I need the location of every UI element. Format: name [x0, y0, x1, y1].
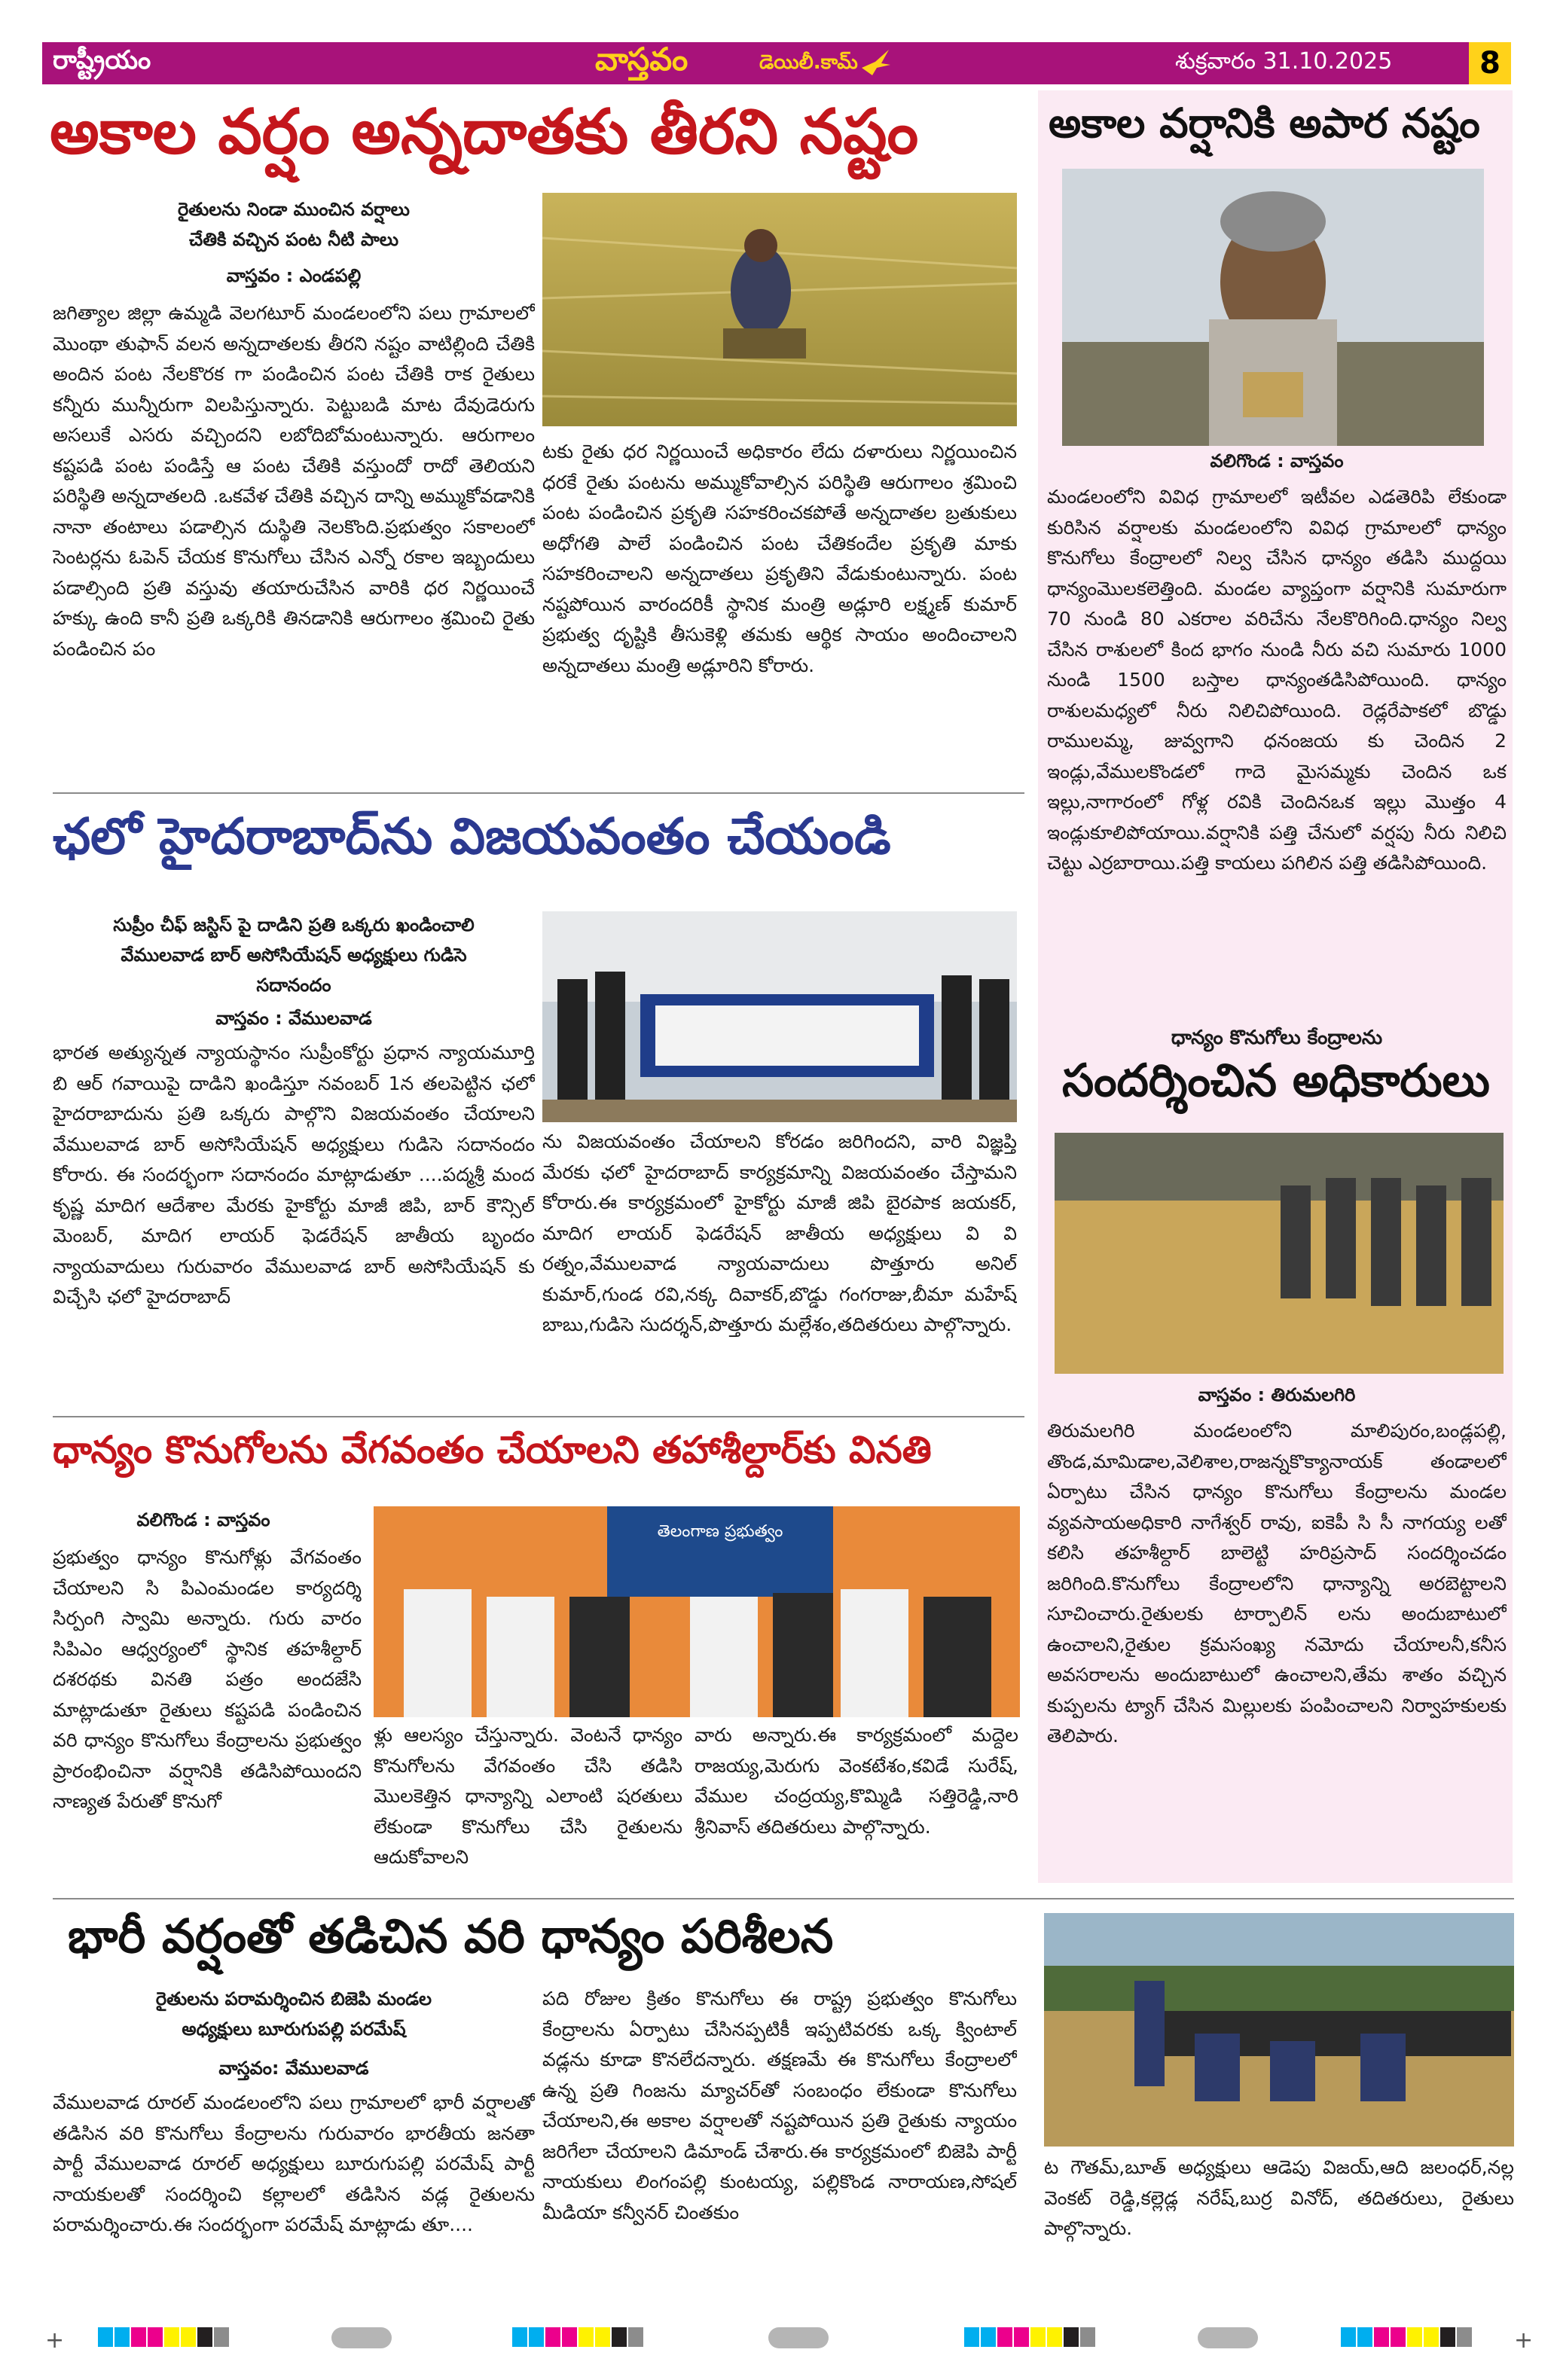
article4-kicker-line: అధ్యక్షులు బూరుగుపల్లి పరమేష్ [182, 2018, 406, 2040]
sidebar-article2-kicker: ధాన్యం కొనుగోలు కేంద్రాలను [1171, 1027, 1383, 1049]
article2-kicker-line: సదానందం [256, 975, 331, 996]
article1-body-col1: జగిత్యాల జిల్లా ఉమ్మడి వెలగటూర్ మండలంలోని పలు గ్రామాలలో మొంథా తుఫాన్ వలన అన్నదాతలకు తీరని నష్టం వాటిల్లింది చేతికి అందిన పంట నేలకొరక గా పండించిన పంట చేతికి రాక రైతులు కన్నీరు మున్నీరుగా విలపిస్తున్నారు. పెట్టుబడి మాట దేవుడెరుగు అసలుకే ఎసరు వచ్చిందని లబోదిబోమంటున్నారు. ఆరుగాలం కష్టపడి పంట పండిస్తే ఆ పంట చేతికి వస్తుందో రాదో తెలియని పరిస్థితి అన్నదాతలది .ఒకవేళ చేతికి వచ్చిన దాన్ని అమ్ముకోవడానికి నానా తంటాలు పడాల్సిన దుస్థితి నెలకొంది.ప్రభుత్వం సకాలంలో సెంటర్లను ఓపెన్ చేయక కొనుగోలు చేసిన ఎన్నో రకాల ఇబ్బందులు పడాల్సింది ప్రతి వస్తువు తయారుచేసిన వారికి ధర నిర్ణయించే హక్కు ఉంది కానీ ప్రతి ఒక్కరికి తినడానికి ఆరుగాలం శ్రమించి రైతు పండించిన పం [53, 302, 535, 660]
color-bar-pill [1198, 2327, 1258, 2348]
section-label: రాష్ట్రీయం [53, 45, 151, 75]
article3-photo-memorandum-handover [374, 1506, 1020, 1717]
color-bar [964, 2327, 1107, 2347]
article4-body-col2: పది రోజుల క్రితం కొనుగోలు ఈ రాష్ట్ర ప్రభుత్వం కొనుగోలు కేంద్రాలను ఏర్పాటు చేసినప్పటికీ ఇప్పటివరకు ఒక్క క్వింటాల్ వడ్లను కూడా కొనలేదన్నారు. తక్షణమే ఈ కొనుగోలు కేంద్రాలలో ఉన్న ప్రతి గింజను మ్యాచర్‌తో సంబంధం లేకుండా కొనుగోలు చేయాలని,ఈ అకాల వర్షాలతో నష్టపోయిన ప్రతి రైతుకు న్యాయం జరిగేలా చేయాలని డిమాండ్ చేశారు.ఈ కార్యక్రమంలో బిజెపి పార్టీ నాయకులు లింగంపల్లి కుంటయ్య, పల్లికొండ నారాయణ,సోషల్ మీడియా కన్వీనర్ చింతకుం [542, 1988, 1017, 2223]
article3-body-col3: వారు అన్నారు.ఈ కార్యక్రమంలో మద్దెల రాజయ్య,మెరుగు వెంకటేశం,కవిడే సురేష్, వేముల చంద్రయ్య,కొమ్మిడి సత్తిరెడ్డి,నారి శ్రీనివాస్ తదితరులు పాల్గొన్నారు. [695, 1724, 1018, 1838]
article4-body-col3: ట గౌతమ్,బూత్ అధ్యక్షులు ఆడెపు విజయ్,ఆది జలంధర్,నల్ల వెంకట్ రెడ్డి,కల్లెడ్ల నరేష్,బుర్ర వినోద్, తదితరులు, రైతులు పాల్గొన్నారు. [1044, 2156, 1514, 2239]
article3-headline: ధాన్యం కొనుగోలను వేగవంతం చేయాలని తహాశీల్దార్‌కు వినతి [53, 1428, 932, 1472]
article2-body-col2: ను విజయవంతం చేయాలని కోరడం జరిగిందని, వారి విజ్ఞప్తి మేరకు ఛలో హైదరాబాద్ కార్యక్రమాన్ని విజయవంతం చేస్తామని కోరారు.ఈ కార్యక్రమంలో హైకోర్టు మాజీ జిపి బైరపాక జయకర్, మాదిగ లాయర్ ఫెడరేషన్ జాతీయ అధ్యక్షులు వి వి రత్నం,వేములవాడ న్యాయవాదులు పొత్తూరు అనిల్ కుమార్,గుండ రవి,నక్క దివాకర్,బొడ్డు గంగరాజు,బీమా మహేష్ బాబు,గుడిసె సుదర్శన్,పొత్తూరు మల్లేశం,తదితరులు పాల్గొన్నారు. [542, 1130, 1017, 1335]
color-bar [1341, 2327, 1484, 2347]
article4-headline: భారీ వర్షంతో తడిచిన వరి ధాన్యం పరిశీలన [68, 1909, 834, 1964]
article3-dateline: వలిగొండ : వాస్తవం [136, 1509, 270, 1530]
article1-kicker-line: రైతులను నిండా ముంచిన వర్షాలు [178, 199, 410, 220]
color-bar-pill [768, 2327, 829, 2348]
article2-kicker [53, 910, 535, 1000]
article1-dateline: వాస్తవం : ఎండపల్లి [226, 265, 362, 286]
article4-dateline: వాస్తవం: వేములవాడ [218, 2058, 369, 2079]
color-bar-pill [331, 2327, 392, 2348]
registration-mark: + [1514, 2327, 1534, 2354]
sidebar-article1-dateline: వలిగొండ : వాస్తవం [1210, 450, 1344, 471]
article4-kicker-line: రైతులను పరామర్శించిన బిజెపి మండల [155, 1988, 432, 2009]
article1-body-col2: టకు రైతు ధర నిర్ణయించే అధికారం లేదు దళారులు నిర్ణయించిన ధరకే రైతు పంటను అమ్ముకోవాల్సిన పరిస్థితి ఆరుగాలం శ్రమించి పంట పండించిన ప్రకృతి సహకరించకపోతే అన్నదాతల బ్రతుకులు అధోగతి పాలే పండించిన పంట చేతికందేల ప్రకృతి మాకు సహకరించాలని అన్నదాతలు ప్రకృతిని వేడుకుంటున్నారు. పంట నష్టపోయిన వారందరికీ స్థానిక మంత్రి అడ్లూరి లక్ష్మణ్ కుమార్ ప్రభుత్వ దృష్టికి తీసుకెళ్లి తమకు ఆర్థిక సాయం అందించాలని అన్నదాతలు మంత్రి అడ్లూరిని కోరారు. [542, 441, 1017, 676]
sidebar-article2-body: తిరుమలగిరి మండలంలోని మాలిపురం,బండ్లపల్లి, తొండ,మామిడాల,వెలిశాల,రాజన్నకొక్యానాయక్ తండాలలో ఏర్పాటు చేసిన ధాన్యం కొనుగోలు కేంద్రాలను మండల వ్యవసాయఅధికారి నాగేశ్వర్ రావు, ఐకెపీ సి సీ నాగయ్య లతో కలిసి తహశీల్దార్ బాలెట్టి హరిప్రసాద్ సందర్శించడం జరిగింది.కొనుగోలు కేంద్రాలలోని ధాన్యాన్ని అరబెట్టాలని సూచించారు.రైతులకు టార్పాలిన్ లను అందుబాటులో ఉంచాలని,రైతుల క్రమసంఖ్య నమోదు చేయాలనీ,కనీస అవసరాలను అందుబాటులో ఉంచాలని,తేమ శాతం వచ్చిన కుప్పలను ట్యాగ్ చేసిన మిల్లులకు పంపించాలని నిర్వాహకులకు తెలిపారు. [1047, 1420, 1507, 1747]
article2-kicker-line: వేములవాడ బార్ అసోసియేషన్ అధ్యక్షులు గుడిసె [121, 944, 467, 966]
article2-dateline: వాస్తవం : వేములవాడ [215, 1008, 372, 1029]
color-bar [98, 2327, 241, 2347]
article2-headline: ఛలో హైదరాబాద్‌ను విజయవంతం చేయండి [53, 807, 891, 865]
article3-body-col2: ళ్లు ఆలస్యం చేస్తున్నారు. వెంటనే ధాన్యం కొనుగోలను వేగవంతం చేసి తడిసి మొలకెత్తిన ధాన్యాన్ని ఎలాంటి షరతులు లేకుండా కొనుగోలు చేసి రైతులను ఆదుకోవాలని [374, 1724, 682, 1868]
sidebar-article2-dateline: వాస్తవం : తిరుమలగిరి [1198, 1384, 1356, 1405]
article1-photo-farmer-in-paddy [542, 193, 1017, 426]
masthead-logo-sub: డెయిలీ.కామ్ [759, 51, 858, 74]
sidebar-article1-headline: అకాల వర్షానికి అపార నష్టం [1049, 99, 1480, 147]
page-number: 8 [1469, 42, 1511, 84]
article4-kicker [53, 1984, 535, 2044]
sidebar-photo-officials-at-grain-heap [1055, 1133, 1504, 1374]
article1-kicker [53, 194, 535, 255]
color-bar [512, 2327, 655, 2347]
article1-headline: అకాల వర్షం అన్నదాతకు తీరని నష్టం [50, 96, 919, 168]
article2-kicker-line: సుప్రీం చీఫ్ జస్టిస్ పై దాడిని ప్రతి ఒక్కరు ఖండించాలి [113, 914, 475, 935]
article4-photo-inspecting-wet-paddy [1044, 1913, 1514, 2147]
divider [53, 1898, 1514, 1899]
registration-mark: + [45, 2327, 65, 2354]
sidebar-article1-body: మండలంలోని వివిధ గ్రామాలలో ఇటీవల ఎడతెరిపి లేకుండా కురిసిన వర్షాలకు మండలంలోని వివిధ గ్రామాలలో ధాన్యం కొనుగోలు కేంద్రాలలో నిల్వ చేసిన ధాన్యం తడిసి ముద్దయి ధాన్యంమొలకలెత్తింది. మండల వ్యాప్తంగా వర్షానికి సుమారుగా 70 నుండి 80 ఎకరాల వరిచేను నేలకొరిగింది.ధాన్యం నిల్వ చేసిన రాశులలో కింద భాగం నుండి నీరు వచి సుమారు 1000 నుండి 1500 బస్తాల ధాన్యంతడిసిపోయింది. ధాన్యం రాశులమధ్యలో నీరు నిలిచిపోయింది. రెడ్లరేపాకలో బొడ్డు రాములమ్మ, జువ్వగాని ధనంజయ కు చెందిన 2 ఇండ్లు,వేములకొండలో గాదె మైసమ్మకు చెందిన ఒక ఇల్లు,నాగారంలో గోళ్ల రవికి చెందినఒక ఇల్లు మొత్తం 4 ఇండ్లుకూలిపోయాయి.వర్షానికి పత్తి చేనులో వర్షపు నీరు నిలిచి చెట్టు ఎర్రబారాయి.పత్తి కాయలు పగిలిన పత్తి తడిసిపోయింది. [1047, 486, 1507, 874]
article4-body-col1: వేములవాడ రూరల్ మండలంలోని పలు గ్రామాలలో భారీ వర్షాలతో తడిసిన వరి కొనుగోలు కేంద్రాలను గురువారం భారతీయ జనతా పార్టీ వేములవాడ రూరల్ అధ్యక్షులు బూరుగుపల్లి పరమేష్ పార్టీ నాయకులతో సందర్శించి కల్లాలలో తడిసిన వడ్ల రైతులను పరామర్శించారు.ఈ సందర్భంగా పరమేష్ మాట్లాడు తూ.... [53, 2092, 535, 2235]
issue-date: శుక్రవారం 31.10.2025 [1175, 48, 1393, 75]
article1-kicker-line: చేతికి వచ్చిన పంట నీటి పాలు [188, 229, 399, 250]
sidebar-article2-headline: సందర్శించిన అధికారులు [1062, 1054, 1490, 1107]
article2-photo-lawyers-protest [542, 911, 1017, 1122]
masthead-logo: వాస్తవం [595, 41, 688, 78]
article2-body-col1: భారత అత్యున్నత న్యాయస్థానం సుప్రీంకోర్టు ప్రధాన న్యాయమూర్తి బి ఆర్ గవాయిపై దాడిని ఖండిస్తూ నవంబర్ 1న తలపెట్టిన ఛలో హైదరాబాదును ప్రతి ఒక్కరు పాల్గొని విజయవంతం చేయాలని వేములవాడ బార్ అసోసియేషన్ అధ్యక్షులు గుడిసె సదానందం కోరారు. ఈ సందర్భంగా సదానందం మాట్లాడుతూ ....పద్మశ్రీ మంద కృష్ణ మాదిగ ఆదేశాల మేరకు హైకోర్టు మాజీ జిపి, బార్ కౌన్సిల్ మెంబర్, మాదిగ లాయర్ ఫెడరేషన్ జాతీయ బృందం న్యాయవాదులు గురువారం వేములవాడ బార్ అసోసియేషన్ కు విచ్చేసి ఛలో హైదరాబాద్ [53, 1042, 535, 1307]
divider [53, 1416, 1024, 1417]
article3-body-col1: ప్రభుత్వం ధాన్యం కొనుగోళ్లు వేగవంతం చేయాలని సి పిఎంమండల కార్యదర్శి సిర్పంగి స్వామి అన్నారు. గురు వారం సిపిఎం ఆధ్వర్యంలో స్థానిక తహశీల్దార్ దశరథకు వినతి పత్రం అందజేసి మాట్లాడుతూ రైతులు కష్టపడి పండించిన వరి ధాన్యం కొనుగోలు కేంద్రాలను ప్రభుత్వం ప్రారంభించినా వర్షానికి తడిసిపోయిందని నాణ్యత పేరుతో కొనుగో [53, 1546, 362, 1812]
sidebar-photo-woman-with-grain [1062, 169, 1484, 446]
divider [53, 792, 1024, 794]
bird-logo-icon [859, 45, 892, 78]
article3-banner-text: తెలంగాణ ప్రభుత్వం [657, 1522, 783, 1541]
